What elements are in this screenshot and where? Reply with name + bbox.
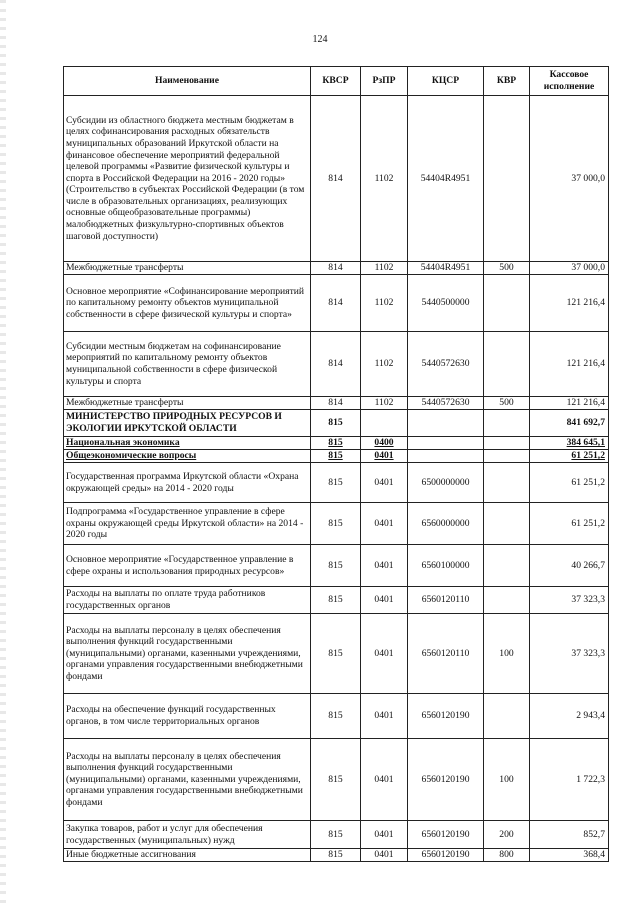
row-kvr [484, 503, 530, 545]
row-kvr [484, 450, 530, 463]
row-kcsr: 6560120110 [408, 614, 484, 694]
table-row [64, 821, 609, 849]
row-kvsr: 815 [311, 694, 361, 739]
row-kvr [484, 463, 530, 503]
row-kvr: 500 [484, 397, 530, 410]
scan-edge-artifact [0, 0, 6, 905]
row-kcsr: 6560120190 [408, 849, 484, 862]
row-amount: 37 000,0 [530, 262, 609, 275]
row-kvr: 200 [484, 821, 530, 849]
row-amount: 37 323,3 [530, 587, 609, 614]
row-kvsr: 815 [311, 587, 361, 614]
row-name: Расходы на выплаты персоналу в целях обеспечения выполнения функций государственными (муниципальными) органами, казенными учреждениями, органами управления государственными внебюджетными фондами [64, 614, 311, 694]
row-kcsr [408, 410, 484, 437]
row-name: Субсидии местным бюджетам на софинансирование мероприятий по капитальному ремонту объектов муниципальной собственности в сфере физической культуры и спорта [64, 332, 311, 397]
column-header-kcsr: КЦСР [408, 67, 484, 96]
table-row [64, 587, 609, 614]
table-row [64, 275, 609, 332]
row-kcsr: 6560120190 [408, 821, 484, 849]
row-kcsr: 6560100000 [408, 545, 484, 587]
row-rzpr: 0401 [361, 614, 408, 694]
row-kcsr: 5440572630 [408, 332, 484, 397]
row-rzpr: 0401 [361, 739, 408, 821]
row-name: Закупка товаров, работ и услуг для обеспечения государственных (муниципальных) нужд [64, 821, 311, 849]
row-amount: 384 645,1 [530, 437, 609, 450]
row-name: Основное мероприятие «Софинансирование мероприятий по капитальному ремонту объектов муниципальной собственности в сфере физической культуры и спорта» [64, 275, 311, 332]
row-kvr: 100 [484, 739, 530, 821]
row-name: Основное мероприятие «Государственное управление в сфере охраны и использования природных ресурсов» [64, 545, 311, 587]
row-kvsr: 814 [311, 332, 361, 397]
row-kcsr: 6560120190 [408, 694, 484, 739]
table-row [64, 739, 609, 821]
budget-table [63, 66, 609, 862]
row-kvsr: 814 [311, 275, 361, 332]
column-header-name: Наименование [64, 67, 311, 96]
row-name: Субсидии из областного бюджета местным бюджетам в целях софинансирования расходных обязательств муниципальных образований Иркутской области на финансовое обеспечение мероприятий федеральной целевой программы «Развитие физической культуры и спорта в Российской Федерации на 2016 - 2020 годы» (Строительство в субъектах Российской Федерации (в том числе в образовательных организациях, реализующих основные общеобразовательные программы) малобюджетных физкультурно-спортивных объектов шаговой доступности) [64, 96, 311, 262]
row-kvr [484, 694, 530, 739]
row-name: Иные бюджетные ассигнования [64, 849, 311, 862]
row-amount: 852,7 [530, 821, 609, 849]
row-kvsr: 815 [311, 463, 361, 503]
row-rzpr: 0401 [361, 450, 408, 463]
row-kcsr: 6560000000 [408, 503, 484, 545]
row-kcsr [408, 450, 484, 463]
row-rzpr [361, 410, 408, 437]
row-amount: 121 216,4 [530, 397, 609, 410]
row-rzpr: 1102 [361, 397, 408, 410]
row-kvsr: 815 [311, 821, 361, 849]
row-amount: 121 216,4 [530, 275, 609, 332]
row-rzpr: 0401 [361, 503, 408, 545]
row-kvsr: 814 [311, 96, 361, 262]
table-row [64, 694, 609, 739]
table-row [64, 450, 609, 463]
row-rzpr: 1102 [361, 96, 408, 262]
row-kcsr: 5440500000 [408, 275, 484, 332]
row-kvsr: 814 [311, 262, 361, 275]
column-header-amount: Кассовое исполнение [530, 67, 609, 96]
row-kvsr: 815 [311, 410, 361, 437]
row-name: Межбюджетные трансферты [64, 397, 311, 410]
table-header-row [64, 67, 609, 96]
row-kvsr: 815 [311, 437, 361, 450]
row-kcsr: 54404R4951 [408, 96, 484, 262]
table-row [64, 437, 609, 450]
column-header-kvr: КВР [484, 67, 530, 96]
row-kvr [484, 410, 530, 437]
row-name: Расходы на выплаты персоналу в целях обеспечения выполнения функций государственными (муниципальными) органами, казенными учреждениями, органами управления государственными внебюджетными фондами [64, 739, 311, 821]
row-kcsr [408, 437, 484, 450]
table-row [64, 410, 609, 437]
row-rzpr: 0400 [361, 437, 408, 450]
row-name: Государственная программа Иркутской области «Охрана окружающей среды» на 2014 - 2020 годы [64, 463, 311, 503]
row-amount: 1 722,3 [530, 739, 609, 821]
row-kvsr: 815 [311, 545, 361, 587]
table-row [64, 262, 609, 275]
row-amount: 40 266,7 [530, 545, 609, 587]
row-rzpr: 0401 [361, 587, 408, 614]
row-kvr [484, 332, 530, 397]
row-name: МИНИСТЕРСТВО ПРИРОДНЫХ РЕСУРСОВ И ЭКОЛОГИИ ИРКУТСКОЙ ОБЛАСТИ [64, 410, 311, 437]
row-rzpr: 1102 [361, 262, 408, 275]
row-kvr: 800 [484, 849, 530, 862]
page-number: 124 [312, 34, 328, 45]
row-amount: 2 943,4 [530, 694, 609, 739]
row-name: Расходы на обеспечение функций государственных органов, в том числе территориальных органов [64, 694, 311, 739]
row-kvsr: 814 [311, 397, 361, 410]
row-kvr [484, 437, 530, 450]
row-amount: 61 251,2 [530, 503, 609, 545]
row-name: Общеэкономические вопросы [64, 450, 311, 463]
table-row [64, 463, 609, 503]
row-rzpr: 0401 [361, 849, 408, 862]
column-header-kvsr: КВСР [311, 67, 361, 96]
row-kcsr: 6560120110 [408, 587, 484, 614]
row-kvr: 500 [484, 262, 530, 275]
row-rzpr: 0401 [361, 545, 408, 587]
row-rzpr: 1102 [361, 332, 408, 397]
row-kvsr: 815 [311, 503, 361, 545]
row-name: Национальная экономика [64, 437, 311, 450]
row-kvsr: 815 [311, 450, 361, 463]
row-kvsr: 815 [311, 849, 361, 862]
row-amount: 37 323,3 [530, 614, 609, 694]
row-kcsr: 6500000000 [408, 463, 484, 503]
row-kvr [484, 275, 530, 332]
row-amount: 61 251,2 [530, 463, 609, 503]
row-rzpr: 0401 [361, 694, 408, 739]
row-name: Межбюджетные трансферты [64, 262, 311, 275]
row-kvsr: 815 [311, 739, 361, 821]
row-rzpr: 0401 [361, 821, 408, 849]
row-amount: 841 692,7 [530, 410, 609, 437]
table-row [64, 96, 609, 262]
row-kvsr: 815 [311, 614, 361, 694]
table-row [64, 614, 609, 694]
row-amount: 121 216,4 [530, 332, 609, 397]
column-header-rzpr: РзПР [361, 67, 408, 96]
row-rzpr: 0401 [361, 463, 408, 503]
row-amount: 368,4 [530, 849, 609, 862]
table-row [64, 397, 609, 410]
row-kvr: 100 [484, 614, 530, 694]
row-name: Подпрограмма «Государственное управление в сфере охраны окружающей среды Иркутской области» на 2014 - 2020 годы [64, 503, 311, 545]
row-kvr [484, 545, 530, 587]
row-amount: 37 000,0 [530, 96, 609, 262]
row-kcsr: 6560120190 [408, 739, 484, 821]
table-row [64, 849, 609, 862]
table-row [64, 503, 609, 545]
table-row [64, 332, 609, 397]
row-kcsr: 5440572630 [408, 397, 484, 410]
row-kcsr: 54404R4951 [408, 262, 484, 275]
row-amount: 61 251,2 [530, 450, 609, 463]
row-kvr [484, 587, 530, 614]
row-kvr [484, 96, 530, 262]
table-row [64, 545, 609, 587]
row-name: Расходы на выплаты по оплате труда работников государственных органов [64, 587, 311, 614]
row-rzpr: 1102 [361, 275, 408, 332]
